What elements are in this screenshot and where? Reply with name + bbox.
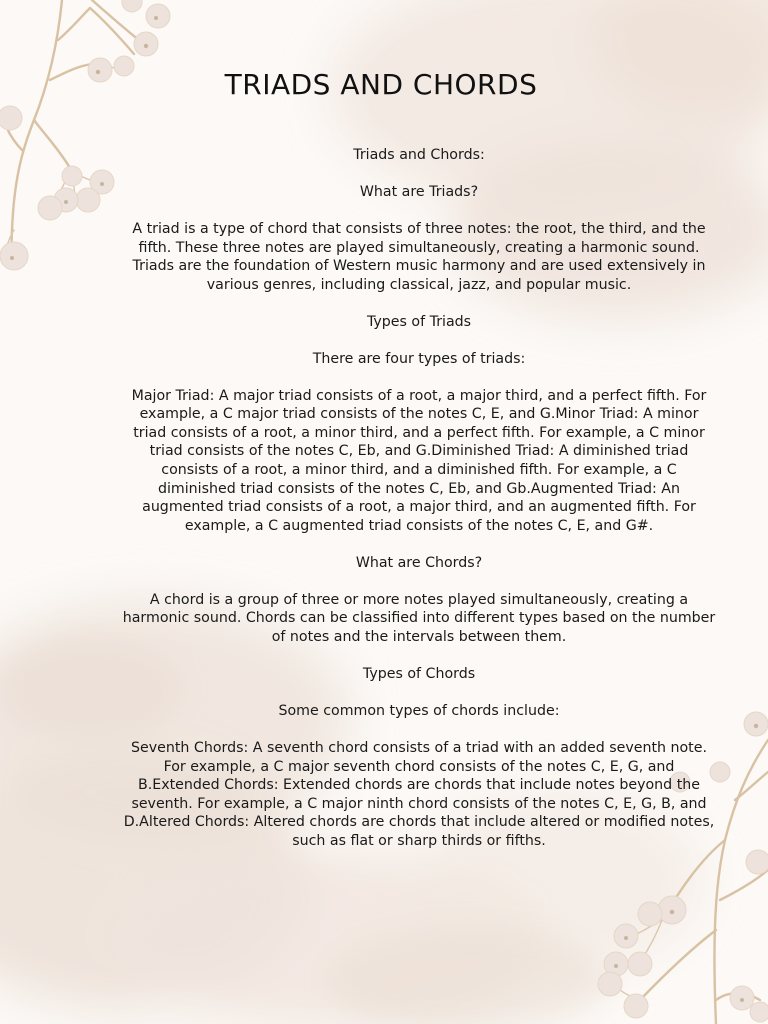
page-title: TRIADS AND CHORDS (224, 68, 538, 101)
section-heading-chords: What are Chords? (355, 554, 483, 571)
chord-definition-paragraph: A chord is a group of three or more notes played simultaneously, creating a harmonic sound. Chords can be classified into different types based on the number of notes and the intervals between them. (122, 591, 716, 646)
triad-types-paragraph: Major Triad: A major triad consists of a root, a major third, and a perfect fifth. For example, a C major triad consists of the notes C, E, and G.Minor Triad: A minor triad consists of a root, a minor third, and a perfect fifth. For example, a C minor triad consists of the notes C, Eb, and G.Diminished Triad: A diminished triad consists of a root, a minor third, and a diminished fifth. For example, a C diminished triad consists of the notes C, Eb, and Gb.Augmented Triad: An augmented triad consists of a root, a major third, and an augmented fifth. For example, a C augmented triad consists of the notes C, E, and G#. (131, 387, 707, 534)
intro-heading: Triads and Chords: (353, 147, 485, 163)
section-heading-types-of-chords: Types of Chords (362, 666, 476, 682)
chord-types-intro: Some common types of chords include: (278, 702, 560, 719)
document-body (122, 146, 716, 851)
section-heading-types-of-triads: Types of Triads (366, 313, 472, 330)
triad-types-intro: There are four types of triads: (312, 350, 526, 367)
page-header (0, 68, 768, 101)
triad-definition-paragraph: A triad is a type of chord that consists of three notes: the root, the third, and the fifth. These three notes are played simultaneously, creating a harmonic sound. Triads are the foundation of Western music harmony and are used extensively in various genres, including classical, jazz, and popular music. (132, 220, 706, 293)
chord-types-paragraph: Seventh Chords: A seventh chord consists of a triad with an added seventh note. For example, a C major seventh chord consists of the notes C, E, G, and B.Extended Chords: Extended chords are chords that include notes beyond the seventh. For example, a C major ninth chord consists of the notes C, E, G, B, and D.Altered Chords: Altered chords are chords that include altered or modified notes, such as flat or sharp thirds or fifths. (123, 739, 715, 849)
section-heading-triads: What are Triads? (359, 183, 479, 200)
